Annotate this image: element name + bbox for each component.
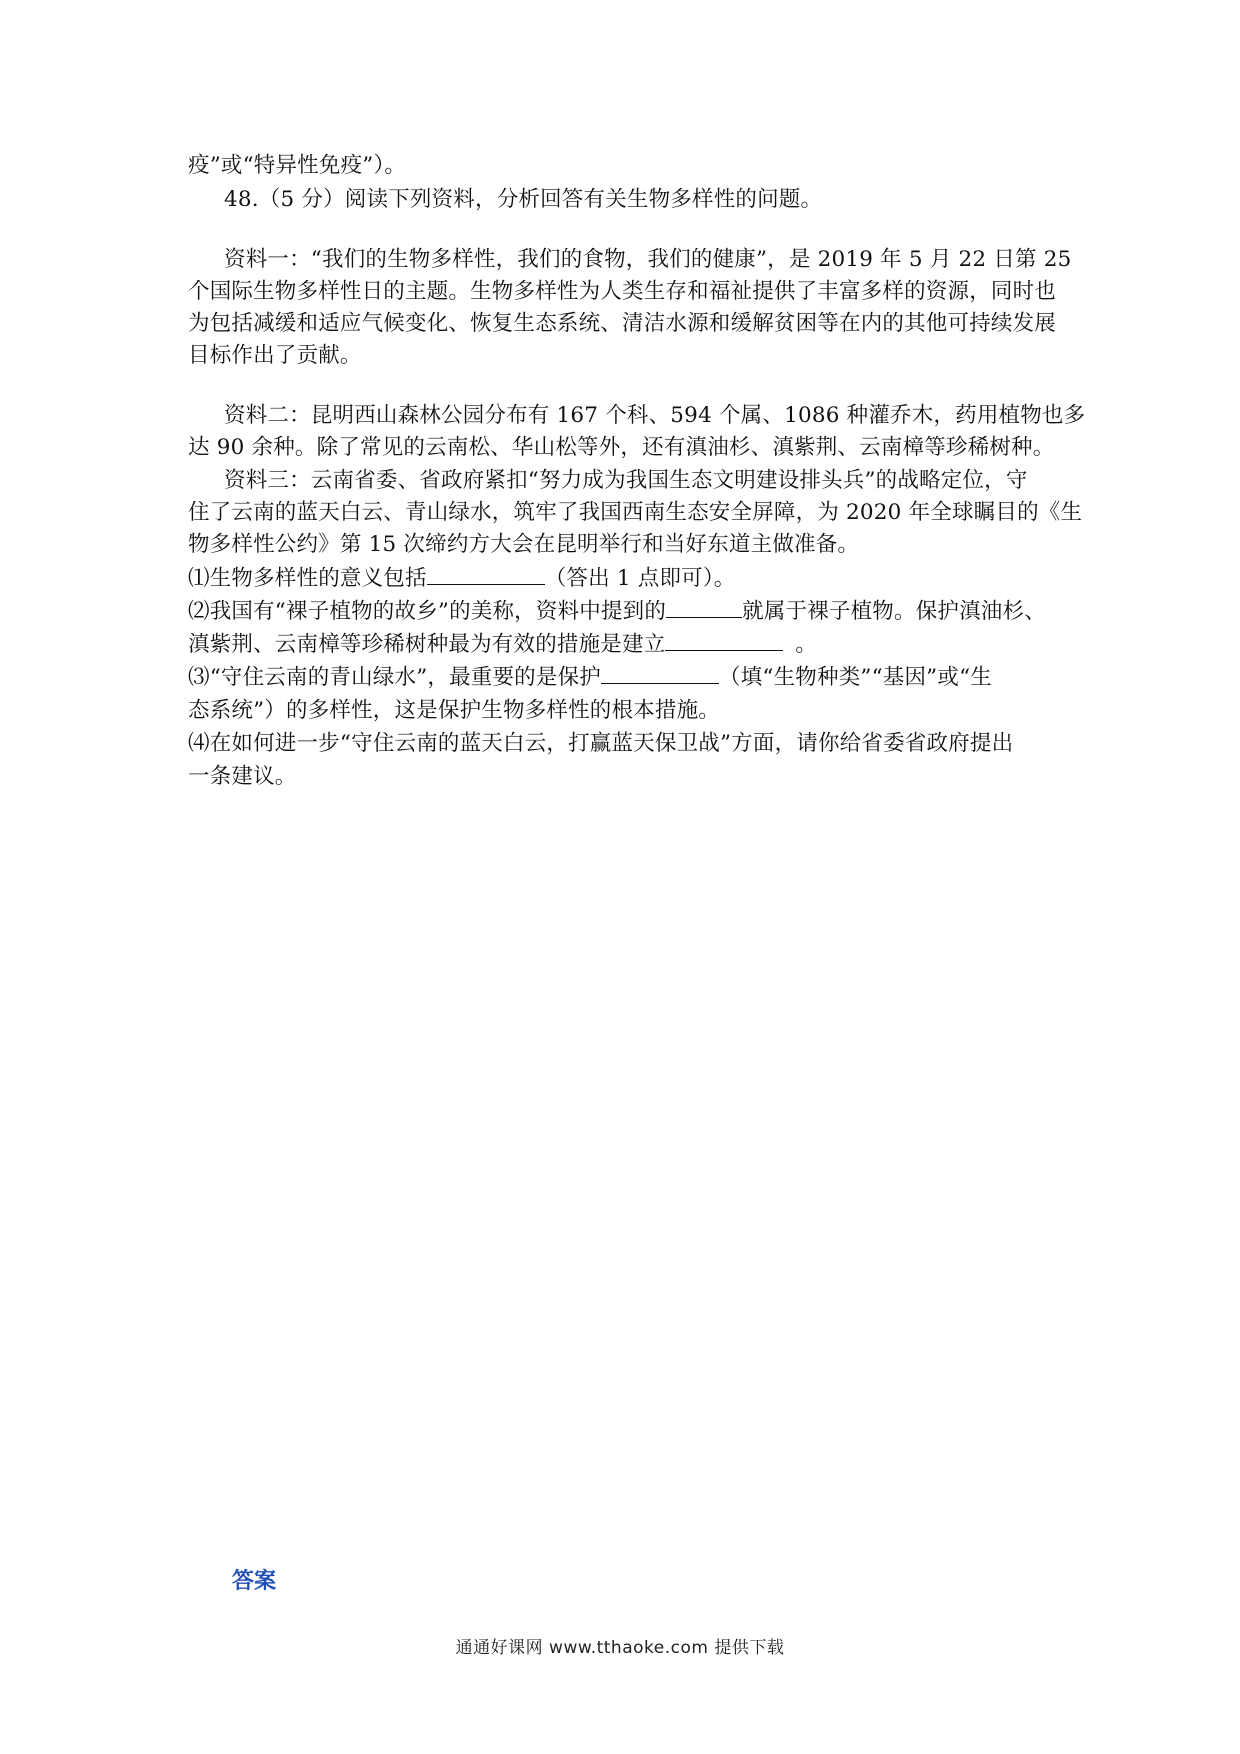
sub-question-2-line-1 xyxy=(188,596,1060,628)
material-3-line-2: 住了云南的蓝天白云、青山绿水，筑牢了我国西南生态安全屏障，为 2020 年全球瞩目的《生 xyxy=(188,500,1083,525)
material-1-line-1: 资料一：“我们的生物多样性，我们的食物，我们的健康”，是 2019 年 5 月 22 日第 25 xyxy=(224,247,1072,272)
sub-question-4-line-1: ⑷在如何进一步“守住云南的蓝天白云，打赢蓝天保卫战”方面，请你给省委省政府提出 xyxy=(188,731,1014,756)
sub-question-2-prompt-a: ⑵我国有“裸子植物的故乡”的美称，资料中提到的 xyxy=(188,599,667,624)
sub-question-3-line-1 xyxy=(188,662,1060,694)
material-3-line-3: 物多样性公约》第 15 次缔约方大会在昆明举行和当好东道主做准备。 xyxy=(188,532,860,557)
sub-question-2-end: 。 xyxy=(795,632,818,657)
sub-question-4-line-2: 一条建议。 xyxy=(188,764,297,789)
sub-question-2-line-2 xyxy=(188,629,1060,661)
sub-question-1-hint: （答出 1 点即可）。 xyxy=(544,566,736,591)
sub-question-2-prompt-b: 就属于裸子植物。保护滇油杉、 xyxy=(742,599,1046,624)
sub-question-3-options: （填“生物种类”“基因”或“生 xyxy=(719,665,992,690)
sub-question-3-prompt: ⑶“守住云南的青山绿水”，最重要的是保护 xyxy=(188,665,601,690)
material-2-line-1: 资料二：昆明西山森林公园分布有 167 个科、594 个属、1086 种灌乔木，药用植物也多 xyxy=(224,403,1086,428)
sub-question-1 xyxy=(188,563,1060,595)
sub-question-2-prompt-c: 滇紫荆、云南樟等珍稀树种最为有效的措施是建立 xyxy=(188,632,666,657)
answer-heading: 答案 xyxy=(232,1569,277,1594)
material-2-line-2: 达 90 余种。除了常见的云南松、华山松等外，还有滇油杉、滇紫荆、云南樟等珍稀树种。 xyxy=(188,435,1055,460)
material-1-line-4: 目标作出了贡献。 xyxy=(188,343,362,368)
answer-blank-3[interactable] xyxy=(601,663,719,684)
previous-question-tail: 疫”或“特异性免疫”）。 xyxy=(188,153,407,178)
answer-blank-1[interactable] xyxy=(427,564,545,585)
material-1-line-2: 个国际生物多样性日的主题。生物多样性为人类生存和福祉提供了丰富多样的资源，同时也 xyxy=(188,279,1057,304)
sub-question-3-line-2: 态系统”）的多样性，这是保护生物多样性的根本措施。 xyxy=(188,698,720,723)
sub-question-1-prompt: ⑴生物多样性的意义包括 xyxy=(188,566,427,591)
answer-blank-2b[interactable] xyxy=(665,630,783,651)
material-1-line-3: 为包括减缓和适应气候变化、恢复生态系统、清洁水源和缓解贫困等在内的其他可持续发展 xyxy=(188,311,1057,336)
material-3-line-1: 资料三：云南省委、省政府紧扣“努力成为我国生态文明建设排头兵”的战略定位，守 xyxy=(224,468,1028,493)
question-48-stem: 48.（5 分）阅读下列资料，分析回答有关生物多样性的问题。 xyxy=(224,187,823,212)
page-footer: 通通好课网 www.tthaoke.com 提供下载 xyxy=(455,1638,785,1658)
answer-blank-2a[interactable] xyxy=(666,597,742,618)
